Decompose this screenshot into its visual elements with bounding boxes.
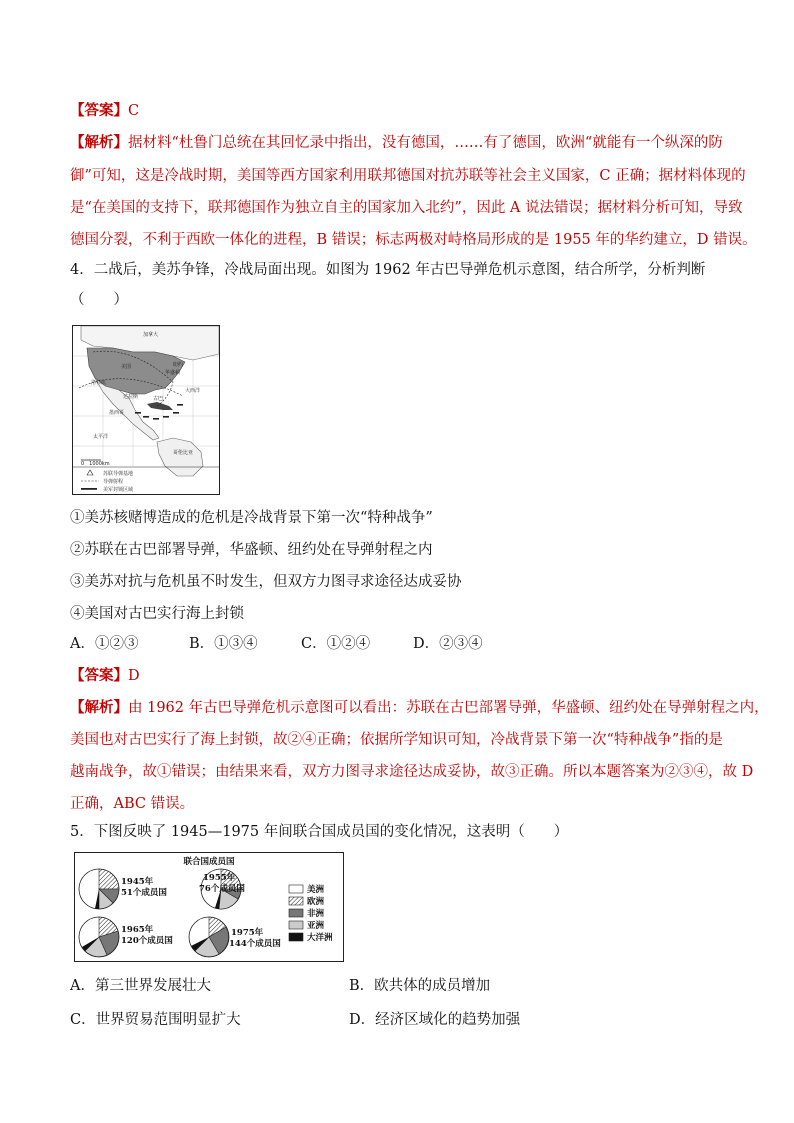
q3-analysis-tag: 【解析】 bbox=[70, 134, 128, 151]
label-dallas: 达拉斯 bbox=[123, 394, 139, 400]
label-canada: 加拿大 bbox=[143, 332, 159, 338]
q5-option-b: B．欧共体的成员增加 bbox=[349, 978, 491, 994]
pie-1975 bbox=[189, 917, 229, 957]
cuban-missile-crisis-map bbox=[72, 325, 220, 495]
q3-analysis-line-1 bbox=[70, 133, 723, 153]
q4-statement-4: ④美国对古巴实行海上封锁 bbox=[70, 606, 244, 622]
q4-statement-2: ②苏联在古巴部署导弹，华盛顿、纽约处在导弹射程之内 bbox=[70, 542, 433, 558]
pie-1955-year: 1955年 bbox=[203, 873, 236, 883]
q4-option-b: B．①③④ bbox=[189, 636, 258, 652]
legend-asia: 亚洲 bbox=[307, 921, 325, 931]
un-legend bbox=[289, 884, 333, 943]
legend-africa: 非洲 bbox=[307, 909, 325, 919]
q5-option-c: C．世界贸易范围明显扩大 bbox=[70, 1012, 241, 1028]
q5-option-d: D．经济区域化的趋势加强 bbox=[349, 1012, 521, 1028]
q3-answer-tag: 【答案】 bbox=[70, 102, 128, 119]
q5-stem: 5．下图反映了 1945—1975 年间联合国成员国的变化情况，这表明（ ） bbox=[70, 824, 569, 840]
q4-statement-3: ③美苏对抗与危机虽不时发生，但双方力图寻求途径达成妥协 bbox=[70, 574, 462, 590]
legend-americas: 美洲 bbox=[307, 885, 325, 895]
un-figure-title: 联合国成员国 bbox=[183, 857, 235, 867]
un-members-figure bbox=[74, 852, 344, 962]
label-mexico: 墨西哥 bbox=[109, 410, 125, 416]
label-atlantic: 大西洋 bbox=[185, 388, 201, 394]
q4-analysis-line-1 bbox=[70, 698, 769, 718]
q4-analysis-line-3: 越南战争，故①错误；由结果来看，双方力图寻求途径达成妥协，故③正确。所以本题答案为②③④，故 D bbox=[70, 764, 754, 780]
label-washington: 华盛顿 bbox=[165, 370, 181, 376]
q3-analysis-line-3: 是“在美国的支持下，联邦德国作为独立自主的国家加入北约”，因此 A 说法错误；据材料分析可知，导致 bbox=[70, 200, 743, 216]
legend-blockade: 美军封锁区域 bbox=[103, 487, 134, 493]
q4-answer-tag: 【答案】 bbox=[70, 667, 128, 684]
q3-analysis-text: 据材料“杜鲁门总统在其回忆录中指出，没有德国，……有了德国，欧洲“就能有一个纵深的防 bbox=[128, 135, 723, 151]
q3-analysis-line-2: 御”可知，这是冷战时期，美国等西方国家利用联邦德国对抗苏联等社会主义国家，C 正确；据材料体现的 bbox=[70, 168, 746, 184]
legend-missile-range: 导弹射程 bbox=[103, 479, 124, 485]
pie-1955-count: 76个成员国 bbox=[199, 884, 245, 894]
q4-analysis-line-2: 美国也对古巴实行了海上封锁，故②④正确；依据所学知识可知，冷战背景下第一次“特种战争”指的是 bbox=[70, 732, 723, 748]
pie-1965-year: 1965年 bbox=[121, 925, 154, 935]
legend-oceania: 大洋洲 bbox=[307, 933, 333, 943]
q4-analysis-line-4: 正确，ABC 错误。 bbox=[70, 796, 195, 812]
q4-analysis-tag: 【解析】 bbox=[70, 699, 128, 716]
label-pacific: 太平洋 bbox=[93, 434, 109, 440]
label-cuba: 古巴 bbox=[153, 396, 164, 402]
q4-option-c: C．①②④ bbox=[301, 636, 371, 652]
legend-europe: 欧洲 bbox=[307, 897, 325, 907]
q4-analysis-text: 由 1962 年古巴导弹危机示意图可以看出：苏联在古巴部署导弹，华盛顿、纽约处在导弹射程之内， bbox=[128, 700, 769, 716]
q4-statement-1: ①美苏核赌博造成的危机是冷战背景下第一次“特种战争” bbox=[70, 510, 433, 526]
label-usa: 美国 bbox=[121, 364, 132, 370]
q4-answer bbox=[70, 666, 140, 686]
q4-option-d: D．②③④ bbox=[413, 636, 483, 652]
pie-1975-count: 144个成员国 bbox=[229, 939, 281, 949]
legend-missile-base: 苏联导弹基地 bbox=[103, 471, 134, 477]
q4-stem-blank: （ ） bbox=[70, 292, 128, 308]
pie-1945-count: 51个成员国 bbox=[121, 888, 167, 898]
q3-answer-value: C bbox=[128, 103, 140, 119]
pie-1975-year: 1975年 bbox=[231, 928, 264, 938]
pie-1965 bbox=[79, 917, 119, 957]
map-scale: 0 1000km bbox=[81, 461, 110, 467]
label-la: 洛杉矶 bbox=[91, 380, 107, 386]
q4-stem: 4．二战后，美苏争锋，冷战局面出现。如图为 1962 年古巴导弹危机示意图，结合所学，分析判断 bbox=[70, 262, 706, 278]
label-newyork: 纽约 bbox=[173, 362, 184, 368]
q5-option-a: A．第三世界发展壮大 bbox=[70, 978, 211, 994]
south-america-shape bbox=[157, 438, 203, 476]
q3-answer bbox=[70, 101, 139, 121]
q3-analysis-line-4: 德国分裂，不利于西欧一体化的进程，B 错误；标志两极对峙格局形成的是 1955 年的华约建立，D 错误。 bbox=[70, 232, 757, 248]
pie-1945-year: 1945年 bbox=[121, 877, 154, 887]
pie-1965-count: 120个成员国 bbox=[121, 936, 173, 946]
q4-option-a: A．①②③ bbox=[70, 636, 139, 652]
cuba-shape bbox=[147, 402, 173, 410]
q4-answer-value: D bbox=[128, 668, 140, 684]
label-colombia: 哥伦比亚 bbox=[173, 450, 194, 456]
pie-1945 bbox=[79, 869, 119, 909]
